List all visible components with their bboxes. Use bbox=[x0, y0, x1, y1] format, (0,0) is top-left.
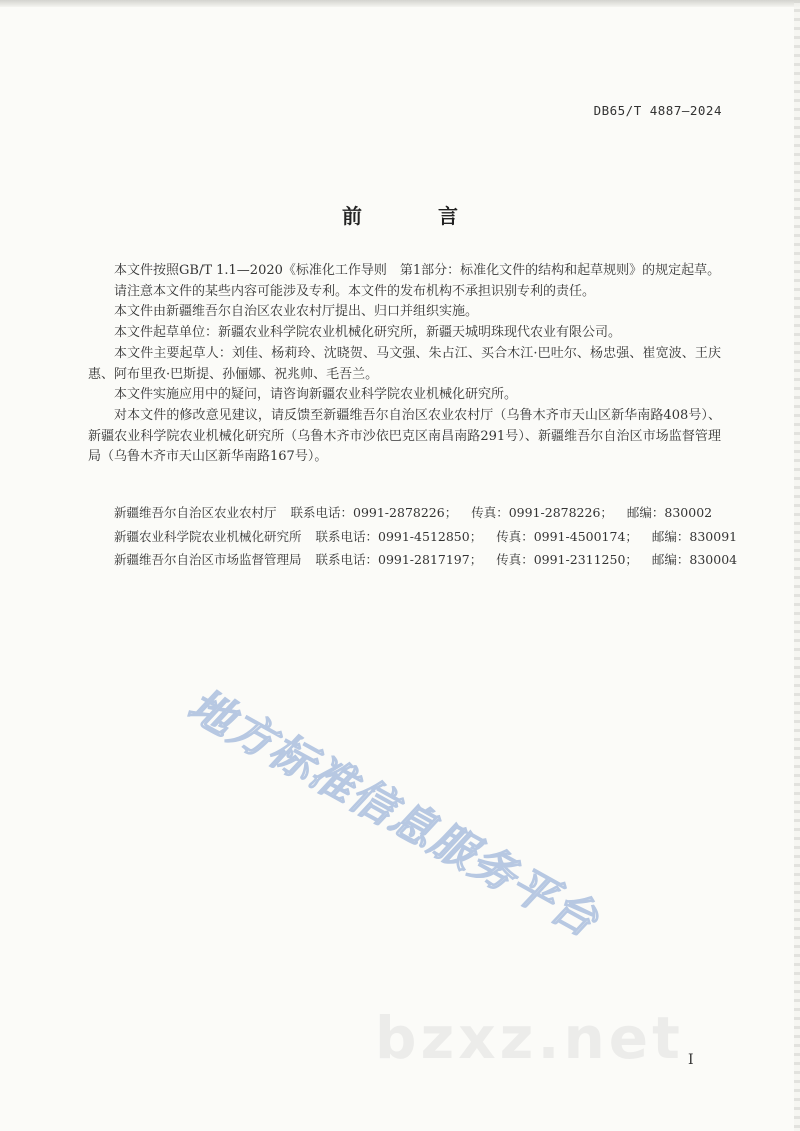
contact-phone: 联系电话：0991-2817197； bbox=[315, 552, 483, 567]
scan-artifact-right-edge bbox=[794, 0, 800, 1131]
contact-postcode: 邮编：830091 bbox=[651, 528, 738, 544]
paragraph: 本文件实施应用中的疑问，请咨询新疆农业科学院农业机械化研究所。 bbox=[114, 387, 518, 403]
paragraph: 本文件由新疆维吾尔自治区农业农村厅提出、归口并组织实施。 bbox=[114, 304, 479, 320]
watermark-text: 地方标准信息服务平台 bbox=[179, 679, 607, 948]
contact-row bbox=[114, 548, 738, 572]
standard-number: DB65/T 4887—2024 bbox=[593, 103, 722, 118]
contact-row bbox=[114, 501, 726, 525]
site-logo-watermark: bzxz.net bbox=[375, 1004, 684, 1072]
scan-artifact-top bbox=[0, 0, 800, 7]
contact-fax: 传真：0991-2878226； bbox=[471, 505, 613, 520]
contact-org: 新疆维吾尔自治区市场监督管理局 bbox=[114, 552, 302, 567]
contact-phone: 联系电话：0991-2878226； bbox=[290, 505, 458, 520]
page-number: I bbox=[688, 1052, 694, 1068]
contact-fax: 传真：0991-4500174； bbox=[496, 528, 638, 544]
contact-postcode: 邮编：830004 bbox=[651, 552, 738, 567]
contact-phone: 联系电话：0991-4512850； bbox=[315, 528, 483, 544]
page-title: 前 言 bbox=[342, 204, 486, 228]
contact-row bbox=[114, 525, 738, 549]
paragraph: 对本文件的修改意见建议，请反馈至新疆维吾尔自治区农业农村厅（乌鲁木齐市天山区新华南路408号）、新疆农业科学院农业机械化研究所（乌鲁木齐市沙依巴克区南昌南路291号）、新疆维吾尔自治区市场监督管理局（乌鲁木齐市天山区新华南路167号）。 bbox=[88, 407, 721, 465]
paragraph: 请注意本文件的某些内容可能涉及专利。本文件的发布机构不承担识别专利的责任。 bbox=[114, 283, 596, 299]
contact-fax: 传真：0991-2311250； bbox=[496, 552, 638, 567]
contact-postcode: 邮编：830002 bbox=[626, 505, 713, 520]
paragraph: 本文件主要起草人：刘佳、杨莉玲、沈晓贺、马文强、朱占江、买合木江·巴吐尔、杨忠强、崔宽波、王庆惠、阿布里孜·巴斯提、孙俪娜、祝兆帅、毛吾兰。 bbox=[88, 345, 721, 382]
contact-list bbox=[114, 501, 738, 572]
paragraph: 本文件起草单位：新疆农业科学院农业机械化研究所，新疆天城明珠现代农业有限公司。 bbox=[114, 325, 622, 341]
contact-org: 新疆农业科学院农业机械化研究所 bbox=[114, 528, 302, 544]
paragraph: 本文件按照GB/T 1.1—2020《标准化工作导则 第1部分：标准化文件的结构和起草规则》的规定起草。 bbox=[114, 263, 721, 278]
contact-org: 新疆维吾尔自治区农业农村厅 bbox=[114, 505, 277, 520]
foreword-body bbox=[88, 261, 721, 468]
